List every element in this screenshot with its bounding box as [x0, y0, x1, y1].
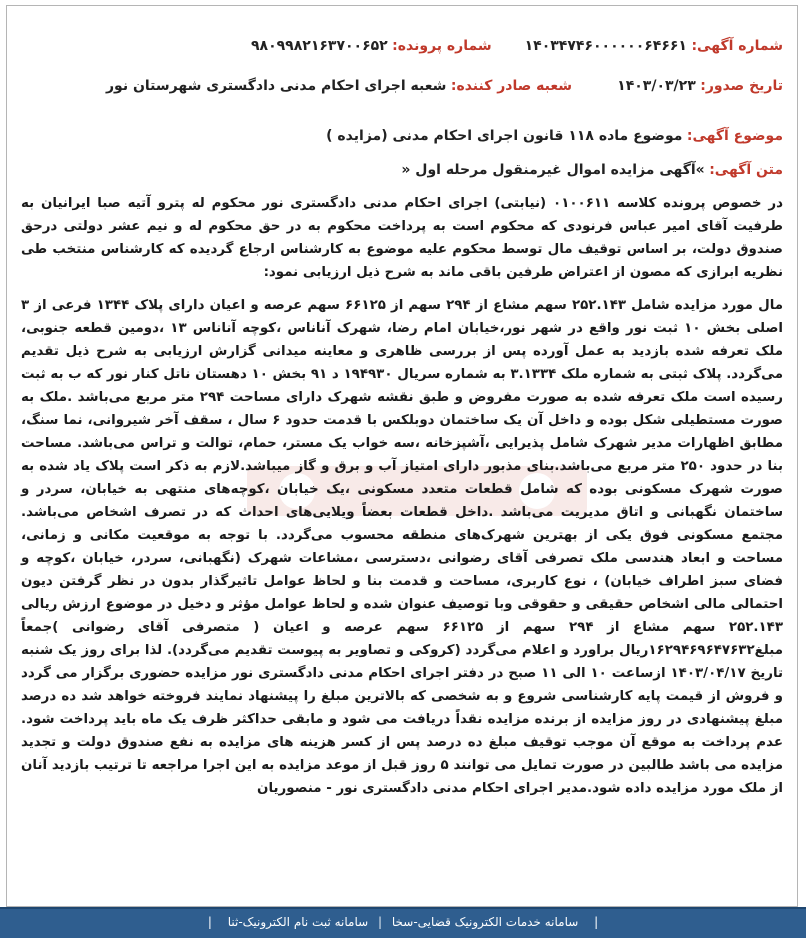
sana-system-link[interactable]: سامانه ثبت نام الکترونیک-ثنا	[227, 915, 369, 929]
issue-date-label: تاریخ صدور:	[700, 78, 783, 94]
text-label: متن آگهی:	[709, 162, 783, 178]
issuer-group	[106, 76, 572, 96]
subject-value: موضوع ماده ۱۱۸ قانون اجرای احکام مدنی (مزایده )	[326, 128, 683, 144]
issuer-value: شعبه اجرای احکام مدنی دادگستری شهرستان نور	[106, 78, 447, 94]
notice-number-group	[525, 36, 783, 56]
notice-number-label: شماره آگهی:	[691, 38, 783, 54]
body-paragraph-2: مال مورد مزایده شامل ۲۵۲.۱۴۳ سهم مشاع از ۲۹۴ سهم از ۶۶۱۲۵ سهم عرصه و اعیان دارای پلاک ۱۳۴۴ فرعی از ۳ اصلی بخش ۱۰ ثبت نور واقع در شهر نور،خیابان امام رضا، شهرک آناناس ،کوچه آناناس ۱۳ ،دومین قطعه جنوبی، ملک تعرفه شده بازدید به عمل آورده پس از بررسی ظاهری و معاینه میدانی گزارش ارزیابی به شرح ذیل تقدیم می‌گردد. پلاک ثبتی به شماره ملک ۳.۱۳۳۴ به شماره سریال ۱۹۴۹۳۰ د ۹۱ بخش ۱۰ دهستان ناتل کنار نور که ب به ثبت رسیده است ملک تعرفه شده به صورت مفروض و طبق نقشه شهرک دارای مساحت ۲۹۴ متر مربع می‌باشد .ملک به صورت مستطیلی شکل بوده و داخل آن یک ساختمان دوبلکس با قدمت حدود ۶ سال ، سقف آخر شیروانی، نما سنگ، مطابق اظهارات مدیر شهرک شامل پذیرایی ،آشپزخانه ،سه خواب یک مستر، حمام، توالت و تراس می‌باشد. مساحت بنا در حدود ۲۵۰ متر مربع می‌باشد.بنای مذبور دارای امتیاز آب و برق و گاز میباشد.لازم به ذکر است پلاک یاد شده به صورت شهرک مسکونی بوده که شامل قطعات متعدد مسکونی ،یک خیابان ،کوچه‌های منتهی به خیابان، سردر و ساختمان نگهبانی و اتاق مدیریت می‌باشد .داخل قطعات بعضاً ویلایی‌های احداث که در تصرف اشخاص می‌باشد. مجتمع مسکونی فوق یکی از بهترین شهرک‌های منطقه محسوب می‌گردد. با توجه به موقعیت مکانی و زمانی، مساحت و ابعاد هندسی ملک تصرفی آقای رضوانی ،دسترسی ،مشاعات شهرک (نگهبانی، سردر، خیابان ،کوچه و فضای سبز اطراف خیابان) ، نوع کاربری، مساحت و قدمت بنا و لحاظ عوامل تاثیرگذار بدون در نظر گرفتن دیون احتمالی مالی اشخاص حقیقی و حقوقی وبا توصیف عنوان شده و لحاظ عوامل مؤثر و دخیل در موضوع ارزش ریالی ۲۵۲.۱۴۳ سهم مشاع از ۲۹۴ سهم از ۶۶۱۲۵ سهم عرصه و اعیان ( متصرفی آقای رضوانی )جمعاً مبلغ۱۶۲۹۴۶۹۶۴۷۶۳۲ریال براورد و اعلام می‌گردد (کروکی و تصاویر به پیوست تقدیم می‌گردد). لذا برای روز یک شنبه تاریخ ۱۴۰۳/۰۴/۱۷ ازساعت ۱۰ الی ۱۱ صبح در دفتر اجرای احکام مدنی دادگستری نور مزایده حضوری برگزار می گردد و فروش از قیمت پایه کارشناسی شروع و به شخصی که بالاترین مبلغ را پیشنهاد نمایند فروخته خواهد شد ده درصد مبلغ پیشنهادی در روز مزایده از برنده مزایده نقداً دریافت می شود و مابقی حداکثر ظرف یک ماه باید پرداخت شود. عدم پرداخت به موقع آن موجب توقیف مبلغ ده درصد پس از کسر هزینه های مزایده به نفع صندوق دولت و تجدید مزایده می باشد طالبین در صورت تمایل می توانند ۵ روز قبل از موعد مزایده به این اجرا مراجعه تا ترتیب بازدید آنان از ملک مورد مزایده داده شود.مدیر اجرای احکام مدنی دادگستری نور - منصوریان	[21, 298, 784, 796]
issue-date-value: ۱۴۰۳/۰۳/۲۳	[617, 78, 696, 94]
case-number-group	[251, 36, 492, 56]
sakha-system-link[interactable]: سامانه خدمات الکترونیک قضایی-سخا	[391, 915, 579, 929]
footer-separator-mid: |	[378, 915, 383, 929]
case-number-value: ۹۸۰۹۹۸۲۱۶۳۷۰۰۶۵۲	[251, 38, 388, 54]
body-paragraph-1: در خصوص پرونده کلاسه ۰۱۰۰۶۱۱ (نیابتی) اجرای احکام مدنی دادگستری نور محکوم له پترو آتیه صبا ایرانیان به طرفیت آقای امیر عباس فرنودی که محکوم است به پرداخت محکوم به در حق محکوم له و نیم عشر دولتی درحق صندوق دولت، بر اساس توقیف مال توسط محکوم علیه موضوع به کارشناس ارجاع گردیده که کارشناس منتخب طی نظریه ابرازی که مصون از اعتراض طرفین باقی ماند به شرح ذیل ارزیابی نمود:	[21, 196, 783, 280]
issue-date-group	[617, 76, 783, 96]
text-title-row	[21, 160, 783, 180]
issuer-label: شعبه صادر کننده:	[450, 78, 573, 94]
footer-separator-end: |	[207, 915, 212, 929]
case-number-label: شماره پرونده:	[392, 38, 492, 54]
subject-row	[21, 126, 783, 146]
text-title: »آگهی مزایده اموال غیرمنقول مرحله اول «	[401, 162, 705, 178]
notice-number-value: ۱۴۰۳۴۷۴۶۰۰۰۰۰۰۶۴۶۶۱	[524, 38, 687, 54]
notice-body	[21, 192, 783, 810]
notice-frame	[6, 5, 798, 907]
footer-separator: |	[594, 915, 599, 929]
subject-label: موضوع آگهی:	[686, 128, 783, 144]
footer-bar	[0, 907, 806, 938]
